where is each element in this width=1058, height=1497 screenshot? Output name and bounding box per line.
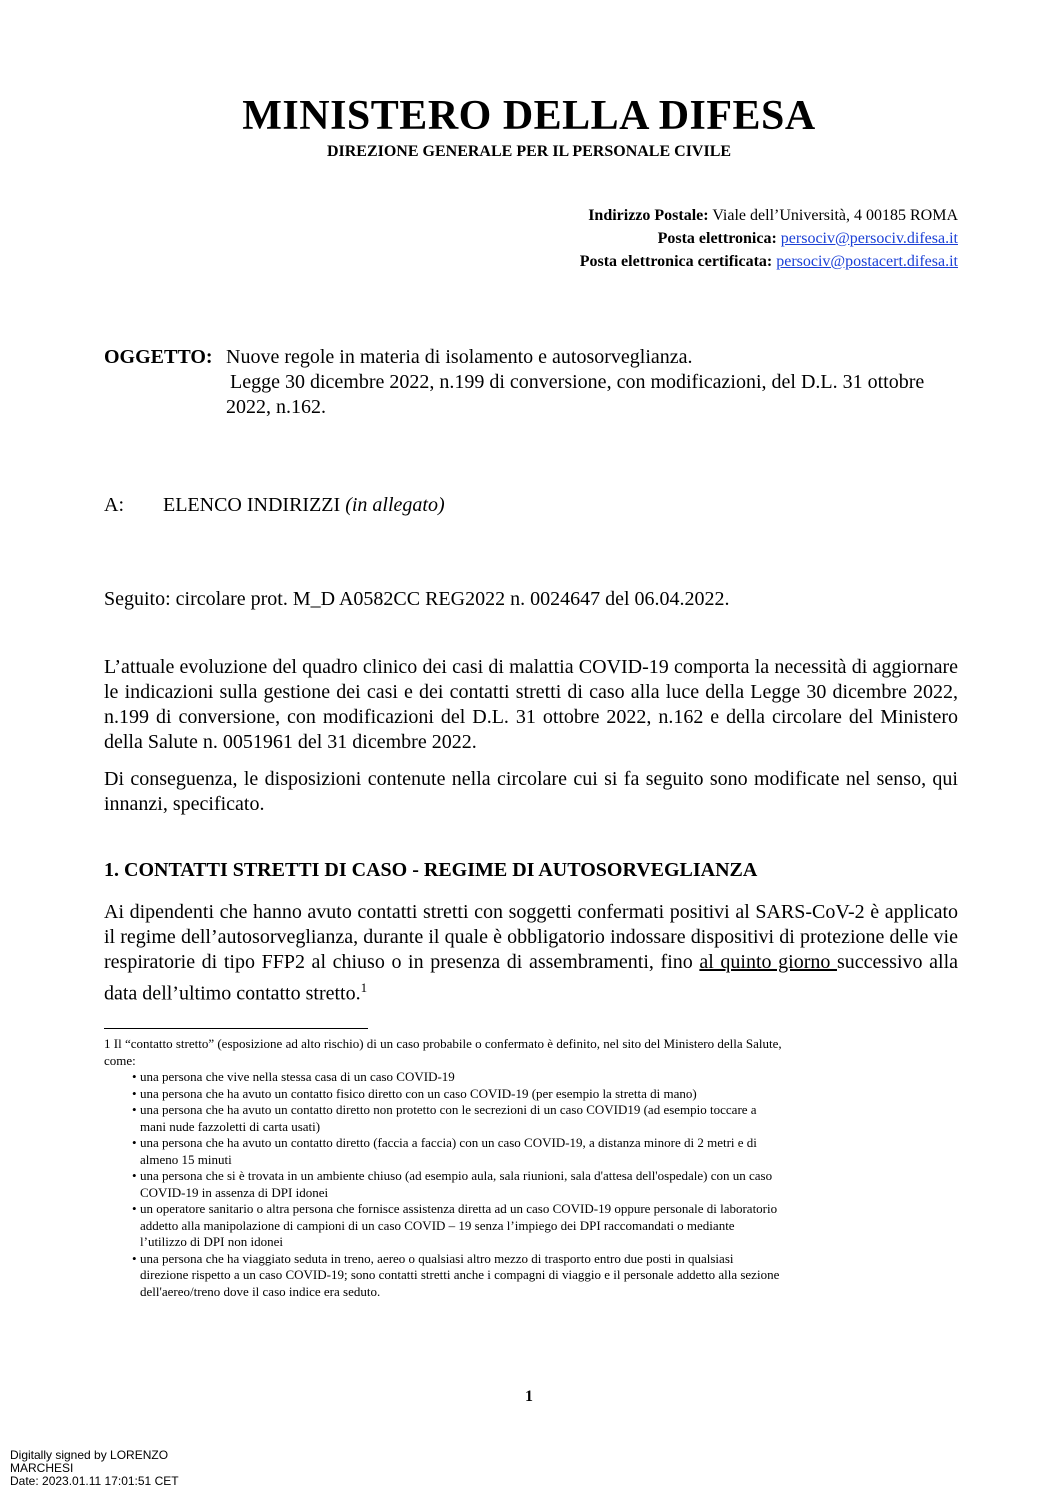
subject-line-3: 2022, n.162. [226,396,326,418]
footnote-item-text: una persona che ha viaggiato seduta in treno, aereo o qualsiasi altro mezzo di trasporto entro due posti in qualsiasi direzione rispetto a un caso COVID-19; sono contatti stretti anche i compagni di viaggio e il personale addetto alla sezione dell'aereo/treno dove il caso indice era seduto. [140,1250,780,1299]
recipient-note: (in allegato) [345,494,445,516]
footnote [104,1036,784,1300]
bullet-icon: • [132,1069,137,1084]
ministry-title: MINISTERO DELLA DIFESA [242,93,816,139]
section-1-underlined: al quinto giorno [699,951,837,973]
bullet-icon: • [132,1102,137,1117]
pec-address [580,252,958,272]
pec-label: Posta elettronica certificata: [579,253,773,270]
page-number: 1 [525,1388,533,1405]
section-1-text-before: Ai dipendenti che hanno avuto contatti stretti con soggetti confermati positivi al SARS-CoV-2 è applicato il regime dell’autosorveglianza, durante il quale è obbligatorio indossare dispositivi di protezione delle vie respiratorie di tipo FFP2 al chiuso o in presenza di assembramenti, fino [104,901,958,973]
section-1-heading: 1. CONTATTI STRETTI DI CASO - REGIME DI AUTOSORVEGLIANZA [104,859,758,881]
footnote-item-text: una persona che vive nella stessa casa di un caso COVID-19 [140,1069,455,1084]
department-subtitle: DIREZIONE GENERALE PER IL PERSONALE CIVILE [326,143,732,160]
footnote-item-text: una persona che ha avuto un contatto diretto non protetto con le secrezioni di un caso COVID19 (ad esempio toccare a mani nude fazzoletti di carta usati) [140,1102,757,1134]
footnote-item [104,1069,784,1086]
bullet-icon: • [132,1250,137,1266]
footnote-item-text: una persona che si è trovata in un ambiente chiuso (ad esempio aula, sala riunioni, sala d'attesa dell'ospedale) con un caso COVID-19 in assenza di DPI idonei [140,1168,773,1200]
section-1-text-after: successivo alla data dell’ultimo contatto stretto. [104,951,959,1005]
footnote-item [104,1168,784,1201]
subject-label [104,345,213,370]
recipient-label: A: [104,494,124,516]
subject-line-2: Legge 30 dicembre 2022, n.199 di conversione, con modificazioni, del D.L. 31 ottobre [230,371,925,393]
subject-line-1: Nuove regole in materia di isolamento e autosorveglianza. [226,346,693,368]
footnote-reference: 1 [360,980,368,995]
subject-label-text: OGGETTO: [104,346,213,368]
digital-signature [10,1449,179,1488]
footnote-item [104,1102,784,1135]
bullet-icon: • [132,1168,137,1183]
footnote-intro: 1 Il “contatto stretto” (esposizione ad alto rischio) di un caso probabile o confermato è definito, nel sito del Ministero della Salute, come: [104,1036,782,1068]
footnote-divider [104,1028,368,1029]
footnote-item-text: una persona che ha avuto un contatto fisico diretto con un caso COVID-19 (per esempio la stretta di mano) [140,1085,697,1101]
signature-line-1: Digitally signed by LORENZO [10,1448,169,1462]
footnote-item-text: un operatore sanitario o altra persona che fornisce assistenza diretta ad un caso COVID-19 oppure personale di laboratorio addetto alla manipolazione di campioni di un caso COVID – 19 senza l’impiego dei DPI raccomandati o mediante l’utilizzo di DPI non idonei [140,1201,778,1249]
section-1-paragraph [104,900,958,1007]
postal-address [588,206,958,226]
email-address [658,229,958,249]
footnote-item-text: una persona che ha avuto un contatto diretto (faccia a faccia) con un caso COVID-19, a distanza minore di 2 metri e di almeno 15 minuti [140,1135,757,1167]
bullet-icon: • [132,1201,137,1216]
pec-link[interactable]: persociv@postacert.difesa.it [776,253,958,270]
email-label: Posta elettronica: [657,230,777,247]
body-paragraph-2: Di conseguenza, le disposizioni contenute nella circolare cui si fa seguito sono modificate nel senso, qui innanzi, specificato. [104,768,958,815]
postal-value: Viale dell’Università, 4 00185 ROMA [712,207,958,224]
recipient-text: ELENCO INDIRIZZI [163,494,341,516]
recipient-value [163,493,445,518]
postal-label: Indirizzo Postale: [588,207,709,224]
bullet-icon: • [132,1135,137,1150]
reference-line: Seguito: circolare prot. M_D A0582CC REG2022 n. 0024647 del 06.04.2022. [104,588,730,610]
signature-line-3: Date: 2023.01.11 17:01:51 CET [10,1474,179,1488]
bullet-icon: • [132,1085,137,1101]
footnote-item [104,1135,784,1168]
signature-line-2: MARCHESI [10,1461,74,1475]
footnote-item [104,1086,784,1103]
email-link[interactable]: persociv@persociv.difesa.it [780,230,958,247]
footnote-item [104,1251,784,1301]
footnote-item [104,1201,784,1251]
body-paragraph-1: L’attuale evoluzione del quadro clinico dei casi di malattia COVID-19 comporta la necessità di aggiornare le indicazioni sulla gestione dei casi e dei contatti stretti di caso alla luce della Legge 30 dicembre 2022, n.199 di conversione, con modificazioni del D.L. 31 ottobre 2022, n.162 e della circolare del Ministero della Salute n. 0051961 del 31 dicembre 2022. [104,656,958,753]
